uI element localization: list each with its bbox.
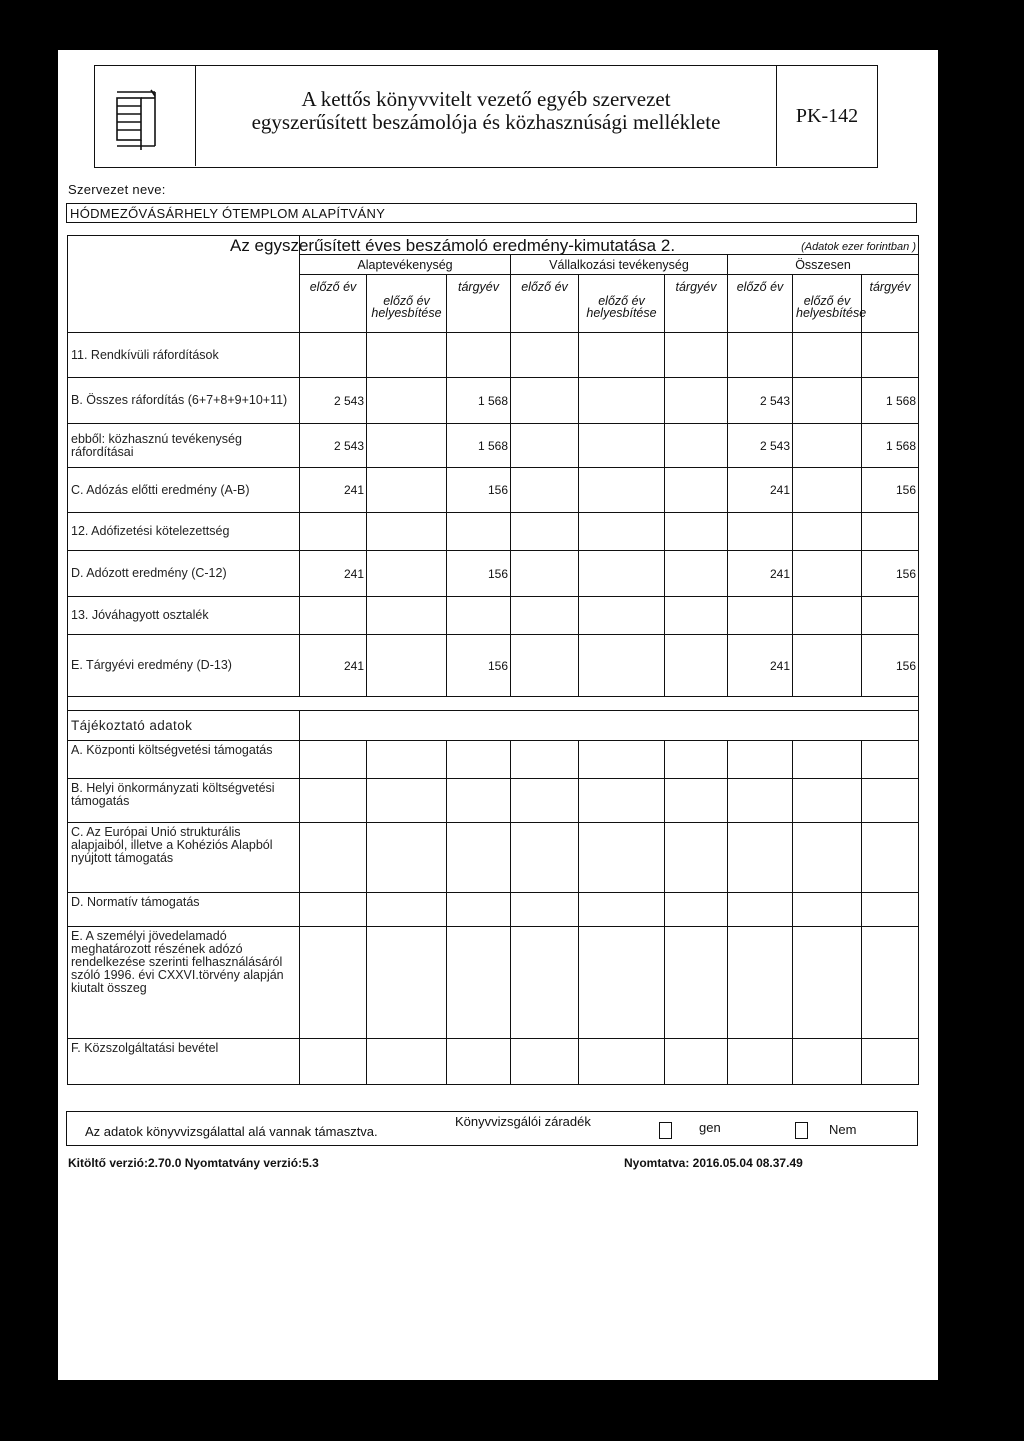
- value-cell: [728, 513, 793, 551]
- info-label: A. Központi költségvetési támogatás: [68, 741, 300, 779]
- value-cell: [511, 635, 579, 697]
- col-header: előző év: [300, 275, 367, 333]
- form-header: [94, 65, 878, 168]
- value-cell: [367, 551, 447, 597]
- value-cell: [728, 1039, 793, 1085]
- value-cell: [367, 893, 447, 927]
- value-cell: [793, 779, 862, 823]
- form-page: [58, 50, 938, 1380]
- value-cell: [367, 635, 447, 697]
- row-label: C. Adózás előtti eredmény (A-B): [68, 468, 300, 513]
- value-cell: [793, 927, 862, 1039]
- form-title: A kettős könyvvitelt vezető egyéb szervezet egyszerűsített beszámolója és közhasznúsági melléklete: [251, 87, 721, 134]
- value-cell: [447, 513, 511, 551]
- value-cell: [728, 597, 793, 635]
- value-cell: [728, 779, 793, 823]
- form-logo-icon: [95, 66, 196, 166]
- org-label: Szervezet neve:: [68, 182, 166, 197]
- value-cell: [728, 823, 793, 893]
- value-cell: [367, 424, 447, 468]
- value-cell: 156: [447, 468, 511, 513]
- group-header-basic: Alaptevékenység: [300, 255, 511, 275]
- value-cell: [579, 513, 665, 551]
- audit-label: Könyvvizsgálói záradék: [455, 1114, 591, 1129]
- value-cell: [862, 333, 919, 378]
- value-cell: [793, 333, 862, 378]
- value-cell: [300, 1039, 367, 1085]
- value-cell: [793, 1039, 862, 1085]
- col-header: előző év: [511, 275, 579, 333]
- value-cell: [579, 823, 665, 893]
- value-cell: [367, 927, 447, 1039]
- value-cell: [447, 823, 511, 893]
- value-cell: [511, 823, 579, 893]
- value-cell: [511, 378, 579, 424]
- value-cell: [579, 927, 665, 1039]
- col-header: előző év: [728, 275, 793, 333]
- value-cell: [579, 597, 665, 635]
- value-cell: [665, 333, 728, 378]
- value-cell: [862, 513, 919, 551]
- value-cell: [511, 927, 579, 1039]
- info-row: [68, 1039, 919, 1085]
- value-cell: 156: [447, 551, 511, 597]
- value-cell: 1 568: [447, 424, 511, 468]
- value-cell: [367, 378, 447, 424]
- value-cell: [793, 823, 862, 893]
- value-cell: [367, 823, 447, 893]
- value-cell: [511, 424, 579, 468]
- col-header: előző év helyesbítése: [793, 275, 862, 333]
- info-label: D. Normatív támogatás: [68, 893, 300, 927]
- info-row: [68, 927, 919, 1039]
- value-cell: [862, 597, 919, 635]
- info-row: [68, 779, 919, 823]
- value-cell: [665, 779, 728, 823]
- value-cell: [300, 513, 367, 551]
- value-cell: [300, 823, 367, 893]
- income-statement-table: [67, 235, 919, 1085]
- value-cell: [665, 513, 728, 551]
- value-cell: 2 543: [300, 378, 367, 424]
- value-cell: [665, 378, 728, 424]
- value-cell: 241: [300, 468, 367, 513]
- value-cell: [665, 635, 728, 697]
- col-header: előző év helyesbítése: [579, 275, 665, 333]
- row-label: ebből: közhasznú tevékenység ráfordításai: [68, 424, 300, 468]
- col-header: tárgyév: [862, 275, 919, 333]
- value-cell: [793, 597, 862, 635]
- value-cell: [447, 779, 511, 823]
- value-cell: 156: [862, 468, 919, 513]
- info-label: E. A személyi jövedelamadó meghatározott részének adózó rendelkezése szerinti felhasználásáról szóló 1996. évi CXXVI.törvény alapján kiutalt összeg: [68, 927, 300, 1039]
- value-cell: [511, 597, 579, 635]
- value-cell: [862, 741, 919, 779]
- value-cell: [665, 424, 728, 468]
- value-cell: [728, 741, 793, 779]
- value-cell: 241: [300, 635, 367, 697]
- value-cell: [793, 513, 862, 551]
- col-header: tárgyév: [447, 275, 511, 333]
- info-label: C. Az Európai Unió strukturális alapjaiból, illetve a Kohéziós Alapból nyújtott támogatás: [68, 823, 300, 893]
- row-label: 12. Adófizetési kötelezettség: [68, 513, 300, 551]
- org-name-field: HÓDMEZŐVÁSÁRHELY ÓTEMPLOM ALAPÍTVÁNY: [66, 203, 917, 223]
- value-cell: [793, 635, 862, 697]
- value-cell: [579, 468, 665, 513]
- value-cell: [793, 551, 862, 597]
- value-cell: [579, 635, 665, 697]
- value-cell: [511, 741, 579, 779]
- value-cell: [300, 741, 367, 779]
- value-cell: [300, 893, 367, 927]
- value-cell: [367, 779, 447, 823]
- audit-yes-checkbox[interactable]: [659, 1122, 672, 1139]
- audit-footer: [66, 1111, 918, 1146]
- value-cell: 2 543: [728, 378, 793, 424]
- table-row: [68, 513, 919, 551]
- value-cell: 241: [300, 551, 367, 597]
- value-cell: [579, 1039, 665, 1085]
- table-row: [68, 333, 919, 378]
- row-label: D. Adózott eredmény (C-12): [68, 551, 300, 597]
- value-cell: [511, 551, 579, 597]
- value-cell: 241: [728, 468, 793, 513]
- table-row: [68, 597, 919, 635]
- value-cell: 241: [728, 551, 793, 597]
- value-cell: [665, 551, 728, 597]
- value-cell: 156: [862, 635, 919, 697]
- print-timestamp: Nyomtatva: 2016.05.04 08.37.49: [624, 1156, 803, 1170]
- group-header-business: Vállalkozási tevékenység: [511, 255, 728, 275]
- value-cell: [367, 513, 447, 551]
- table-row: [68, 424, 919, 468]
- value-cell: [728, 893, 793, 927]
- value-cell: [447, 333, 511, 378]
- info-row: [68, 893, 919, 927]
- value-cell: [793, 424, 862, 468]
- group-header-total: Összesen: [728, 255, 919, 275]
- table-row: [68, 551, 919, 597]
- info-row: [68, 741, 919, 779]
- value-cell: [511, 779, 579, 823]
- value-cell: [793, 378, 862, 424]
- value-cell: [862, 927, 919, 1039]
- table-row: [68, 468, 919, 513]
- value-cell: [367, 1039, 447, 1085]
- value-cell: [511, 513, 579, 551]
- info-title: Tájékoztató adatok: [68, 711, 300, 741]
- value-cell: [447, 1039, 511, 1085]
- col-header: előző év helyesbítése: [367, 275, 447, 333]
- value-cell: 156: [447, 635, 511, 697]
- value-cell: [793, 741, 862, 779]
- value-cell: [367, 333, 447, 378]
- form-code: PK-142: [776, 66, 877, 166]
- value-cell: [511, 893, 579, 927]
- value-cell: 1 568: [862, 378, 919, 424]
- table-title: Az egyszerűsített éves beszámoló eredmény-kimutatása 2.: [230, 236, 676, 255]
- value-cell: [367, 741, 447, 779]
- value-cell: [793, 468, 862, 513]
- value-cell: 2 543: [300, 424, 367, 468]
- table-row: [68, 378, 919, 424]
- audit-yes-label: gen: [699, 1120, 721, 1135]
- value-cell: [447, 893, 511, 927]
- value-cell: 241: [728, 635, 793, 697]
- value-cell: [665, 893, 728, 927]
- value-cell: [579, 424, 665, 468]
- value-cell: [511, 1039, 579, 1085]
- value-cell: [579, 741, 665, 779]
- col-header: tárgyév: [665, 275, 728, 333]
- table-row: [68, 635, 919, 697]
- value-cell: [300, 779, 367, 823]
- value-cell: [300, 927, 367, 1039]
- info-label: B. Helyi önkormányzati költségvetési támogatás: [68, 779, 300, 823]
- value-cell: [665, 468, 728, 513]
- value-cell: [579, 779, 665, 823]
- audit-no-checkbox[interactable]: [795, 1122, 808, 1139]
- row-label: 11. Rendkívüli ráfordítások: [68, 333, 300, 378]
- value-cell: [447, 597, 511, 635]
- value-cell: [862, 893, 919, 927]
- version-info: Kitöltő verzió:2.70.0 Nyomtatvány verzió:5.3: [68, 1156, 319, 1170]
- unit-note: (Adatok ezer forintban ): [801, 241, 917, 253]
- value-cell: 156: [862, 551, 919, 597]
- value-cell: [665, 927, 728, 1039]
- value-cell: 2 543: [728, 424, 793, 468]
- value-cell: [862, 779, 919, 823]
- value-cell: 1 568: [447, 378, 511, 424]
- row-label: E. Tárgyévi eredmény (D-13): [68, 635, 300, 697]
- value-cell: [579, 551, 665, 597]
- value-cell: [665, 597, 728, 635]
- value-cell: [665, 741, 728, 779]
- info-label: F. Közszolgáltatási bevétel: [68, 1039, 300, 1085]
- value-cell: [793, 893, 862, 927]
- value-cell: [862, 1039, 919, 1085]
- value-cell: [447, 927, 511, 1039]
- value-cell: [862, 823, 919, 893]
- audit-no-label: Nem: [829, 1122, 857, 1137]
- value-cell: [367, 468, 447, 513]
- value-cell: [665, 1039, 728, 1085]
- value-cell: [511, 333, 579, 378]
- value-cell: [579, 333, 665, 378]
- value-cell: [728, 333, 793, 378]
- value-cell: [367, 597, 447, 635]
- audit-text: Az adatok könyvvizsgálattal alá vannak támasztva.: [85, 1124, 378, 1139]
- value-cell: [511, 468, 579, 513]
- row-label: B. Összes ráfordítás (6+7+8+9+10+11): [68, 378, 300, 424]
- value-cell: [665, 823, 728, 893]
- value-cell: 1 568: [862, 424, 919, 468]
- info-row: [68, 823, 919, 893]
- value-cell: [579, 893, 665, 927]
- row-label: 13. Jóváhagyott osztalék: [68, 597, 300, 635]
- value-cell: [300, 333, 367, 378]
- value-cell: [447, 741, 511, 779]
- value-cell: [300, 597, 367, 635]
- value-cell: [728, 927, 793, 1039]
- value-cell: [579, 378, 665, 424]
